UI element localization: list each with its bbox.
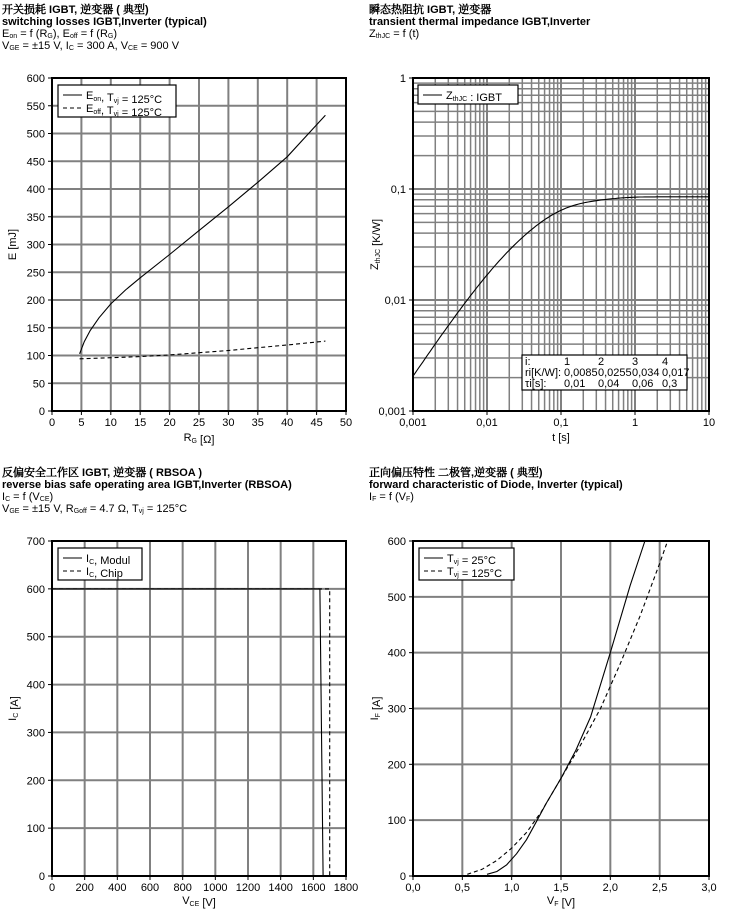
x-tick-label: 25	[192, 417, 206, 429]
y-tick-label: 700	[26, 536, 45, 548]
x-tick-label: 5	[78, 417, 85, 429]
legend-entry: Tvj = 125°C	[447, 566, 503, 580]
x-tick-label: 20	[163, 417, 176, 429]
x-tick-label: 400	[108, 882, 127, 894]
chart-2	[369, 73, 715, 444]
x-tick-label: 3,0	[701, 882, 717, 894]
series-eon	[80, 115, 326, 354]
y-tick-label: 400	[387, 647, 406, 660]
x-tick-label: 1200	[235, 882, 261, 894]
y-axis-label: IF [A]	[369, 696, 383, 721]
legend	[58, 548, 142, 580]
y-tick-label: 300	[26, 727, 45, 740]
x-tick-label: 1000	[203, 882, 228, 894]
x-tick-label: 800	[173, 882, 192, 894]
y-tick-label: 0	[38, 406, 45, 418]
x-tick-label: 1	[631, 417, 639, 429]
y-tick-label: 350	[26, 211, 45, 224]
y-tick-label: 100	[26, 823, 45, 836]
y-tick-label: 600	[26, 73, 45, 85]
chart-4	[369, 536, 717, 909]
y-tick-label: 0,1	[390, 184, 406, 196]
chart2-subtitle-1: $Z_{thJC} = f$ (t)	[369, 28, 420, 40]
table-cell: 0,06	[632, 378, 654, 390]
legend	[419, 548, 514, 580]
y-tick-label: 0,01	[384, 295, 406, 307]
x-axis-label: VCE [V]	[182, 895, 216, 909]
y-tick-label: 50	[32, 378, 45, 391]
x-axis-label: RG [Ω]	[183, 432, 215, 446]
chart-1	[7, 73, 352, 446]
chart4-subtitle-1: $I_F = f$ $(V_F)$	[369, 491, 414, 503]
y-tick-label: 200	[26, 295, 45, 307]
chart2-title-cn: 瞬态热阻抗 IGBT, 逆变器	[369, 4, 492, 16]
chart3-subtitle-2: $V_{GE} = \pm 15$ V, $R_{Goff} = 4.7$ Ω, $T_{vj} = 125^\circ C$	[2, 503, 188, 515]
table-cell: 0,04	[598, 378, 620, 390]
legend-entry: Tvj = 25°C	[447, 553, 496, 567]
x-tick-label: 30	[222, 417, 235, 429]
x-tick-label: 1800	[333, 882, 359, 894]
x-tick-label: 200	[75, 882, 94, 894]
plot-frame	[52, 541, 346, 876]
y-tick-label: 550	[26, 100, 45, 113]
table-cell: 4	[662, 356, 669, 368]
y-axis-label: E [mJ]	[7, 228, 19, 261]
chart3-title-cn: 反偏安全工作区 IGBT, 逆变器 ( RBSOA )	[2, 467, 203, 479]
y-tick-label: 250	[26, 267, 45, 280]
y-tick-label: 300	[26, 239, 45, 252]
x-tick-label: 40	[281, 417, 294, 429]
y-tick-label: 0	[399, 871, 406, 883]
x-tick-label: 0	[48, 882, 56, 894]
y-tick-label: 500	[26, 631, 45, 644]
table-cell: τi[s]:	[525, 378, 547, 390]
table-cell: 0,0255	[598, 367, 632, 379]
x-axis-label: t [s]	[552, 432, 570, 444]
table-cell: 3	[632, 356, 639, 368]
x-tick-label: 10	[104, 417, 117, 429]
x-tick-label: 0	[48, 417, 56, 429]
x-tick-label: 15	[134, 417, 147, 429]
y-axis-label: IC [A]	[7, 696, 21, 721]
x-tick-label: 0,0	[405, 882, 421, 894]
y-tick-label: 600	[387, 536, 406, 548]
x-tick-label: 1400	[268, 882, 293, 894]
x-tick-label: 50	[339, 417, 353, 429]
chart1-title: switching losses IGBT,Inverter (typical)	[2, 16, 207, 28]
table-cell: 0,034	[632, 367, 660, 379]
chart1-subtitle-2: $V_{GE} = \pm 15$ V, $I_C = 300$ A, $V_{CE} = 900$ V	[2, 40, 180, 52]
table-cell: i:	[525, 356, 531, 368]
legend-entry: Eoff, Tvj = 125°C	[86, 103, 162, 119]
x-tick-label: 0,1	[553, 417, 569, 429]
legend-entry: IC, Chip	[86, 566, 123, 580]
chart1-subtitle-1: $E_{on} = f$ $(R_G)$, $E_{off} = f$ $(R_G)$	[2, 28, 118, 40]
y-tick-label: 0,001	[378, 406, 406, 418]
x-tick-label: 600	[140, 882, 160, 894]
x-tick-label: 2,0	[602, 882, 618, 894]
chart3-title: reverse bias safe operating area IGBT,Inverter (RBSOA)	[2, 479, 292, 491]
table-cell: 2	[598, 356, 605, 368]
x-tick-label: 35	[251, 417, 264, 429]
legend	[58, 85, 176, 119]
legend-entry: Eon, Tvj = 125°C	[86, 90, 163, 106]
table-cell: ri[K/W]:	[525, 367, 562, 379]
chart1-title-cn: 开关损耗 IGBT, 逆变器 ( 典型)	[2, 4, 149, 16]
y-axis-label: ZthJC [K/W]	[369, 218, 383, 271]
table-cell: 0,01	[564, 378, 586, 390]
y-tick-label: 300	[387, 703, 406, 716]
chart3-subtitle-1: $I_C = f$ $(V_{CE})$	[2, 491, 54, 503]
legend-entry: ZthJC : IGBT	[446, 90, 502, 104]
x-tick-label: 45	[310, 417, 323, 429]
y-tick-label: 200	[26, 775, 45, 788]
legend	[418, 85, 518, 104]
x-tick-label: 2,5	[652, 882, 668, 894]
chart-3	[7, 536, 358, 909]
x-tick-label: 0,001	[399, 417, 427, 429]
y-tick-label: 500	[387, 591, 406, 604]
chart4-title-cn: 正向偏压特性 二极管,逆变器 ( 典型)	[369, 467, 543, 479]
y-tick-label: 400	[26, 184, 45, 196]
x-tick-label: 1,5	[553, 882, 569, 894]
y-tick-label: 150	[26, 322, 45, 335]
x-tick-label: 0,01	[476, 417, 498, 429]
y-tick-label: 1	[399, 73, 406, 85]
table-cell: 0,017	[662, 367, 690, 379]
table-cell: 1	[564, 356, 571, 368]
table-cell: 0,3	[662, 378, 678, 390]
y-tick-label: 200	[387, 759, 406, 772]
table-cell: 0,0085	[564, 367, 598, 379]
x-tick-label: 1,0	[504, 882, 520, 894]
legend-entry: IC, Modul	[86, 553, 131, 567]
y-tick-label: 450	[26, 156, 45, 169]
x-tick-label: 0,5	[454, 882, 470, 894]
x-tick-label: 10	[702, 417, 716, 429]
y-tick-label: 500	[26, 128, 45, 141]
x-axis-label: VF [V]	[546, 895, 576, 909]
y-tick-label: 0	[38, 871, 45, 883]
y-tick-label: 100	[26, 350, 45, 363]
chart2-title: transient thermal impedance IGBT,Inverter	[369, 16, 591, 28]
y-tick-label: 100	[387, 815, 406, 828]
y-tick-label: 400	[26, 679, 45, 692]
chart4-title: forward characteristic of Diode, Inverter (typical)	[369, 479, 623, 491]
x-tick-label: 1600	[301, 882, 326, 894]
thermal-params-table	[522, 355, 690, 390]
y-tick-label: 600	[26, 583, 45, 596]
